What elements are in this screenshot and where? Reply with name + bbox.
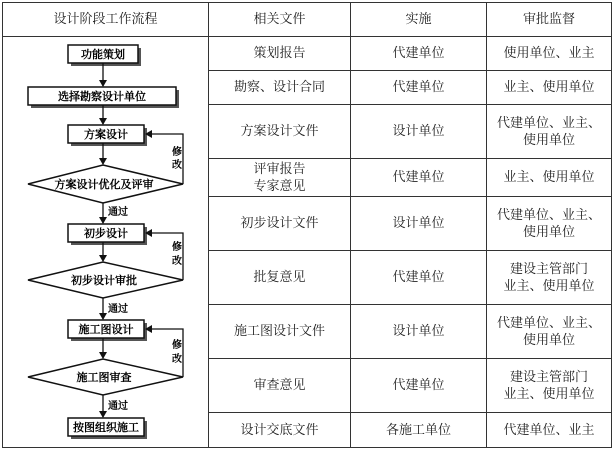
modify-label: 修改 — [172, 147, 182, 171]
table-border-bottom — [2, 447, 612, 448]
row-9-doc: 设计交底文件 — [240, 422, 319, 438]
table-border-right — [611, 2, 612, 448]
row-4-doc: 评审报告 专家意见 — [253, 161, 306, 194]
row-7-doc: 施工图设计文件 — [233, 324, 325, 339]
pass-label: 通过 — [108, 304, 128, 315]
row-3-doc: 方案设计文件 — [240, 124, 319, 139]
modify-label: 修改 — [172, 242, 182, 267]
decision-scheme-review — [28, 165, 183, 203]
step-label: 功能策划 — [81, 48, 125, 61]
step-label: 施工图设计 — [78, 323, 134, 336]
row-5-approve: 代建单位、业主、 使用单位 — [496, 207, 601, 240]
row-1-exec: 代建单位 — [392, 46, 445, 61]
decision-preliminary-approval — [28, 262, 183, 298]
step-box-function-planning — [68, 45, 141, 66]
row-4-approve: 业主、使用单位 — [503, 170, 595, 185]
step-box-scheme-design — [68, 125, 147, 146]
row-8-approve: 建设主管部门 业主、使用单位 — [503, 369, 595, 402]
row-1-doc: 策划报告 — [253, 46, 306, 61]
pass-label: 通过 — [108, 401, 128, 412]
flowchart — [3, 37, 208, 447]
row-6-approve: 建设主管部门 业主、使用单位 — [503, 261, 595, 294]
step-label: 初步设计 — [84, 227, 128, 240]
header-exec: 实施 — [405, 12, 432, 27]
row-9-exec: 各施工单位 — [385, 422, 451, 438]
header-docs: 相关文件 — [253, 12, 306, 27]
row-5-exec: 设计单位 — [392, 216, 445, 231]
row-2-approve: 业主、使用单位 — [503, 80, 595, 95]
row-7-approve: 代建单位、业主、 使用单位 — [496, 315, 601, 348]
decision-label: 施工图审查 — [76, 371, 132, 384]
step-label: 选择勘察设计单位 — [58, 90, 146, 103]
header-flow: 设计阶段工作流程 — [53, 12, 158, 27]
pass-label: 通过 — [108, 207, 128, 218]
row-7-exec: 设计单位 — [392, 324, 445, 339]
decision-drawing-review — [28, 359, 183, 395]
row-9-approve: 代建单位、业主 — [503, 422, 595, 438]
step-box-organize-construction — [68, 418, 147, 439]
decision-label: 初步设计审批 — [71, 274, 137, 287]
row-5-doc: 初步设计文件 — [240, 216, 319, 231]
row-3-approve: 代建单位、业主、 使用单位 — [496, 115, 601, 148]
step-box-preliminary-design — [68, 224, 147, 245]
step-label: 方案设计 — [84, 128, 128, 141]
step-label: 按图组织施工 — [73, 421, 139, 434]
step-box-select-designer — [28, 87, 179, 108]
modify-label: 修改 — [172, 340, 182, 365]
row-4-exec: 代建单位 — [392, 170, 445, 185]
row-8-exec: 代建单位 — [392, 378, 445, 393]
row-3-exec: 设计单位 — [392, 124, 445, 139]
row-8-doc: 审查意见 — [253, 378, 306, 393]
row-2-doc: 勘察、设计合同 — [233, 80, 325, 95]
step-box-construction-drawing — [68, 320, 147, 341]
decision-label: 方案设计优化及评审 — [54, 178, 154, 191]
row-1-approve: 使用单位、业主 — [503, 46, 595, 61]
row-2-exec: 代建单位 — [392, 80, 445, 95]
row-6-exec: 代建单位 — [392, 270, 445, 285]
header-approve: 审批监督 — [522, 12, 575, 27]
row-6-doc: 批复意见 — [253, 270, 306, 285]
